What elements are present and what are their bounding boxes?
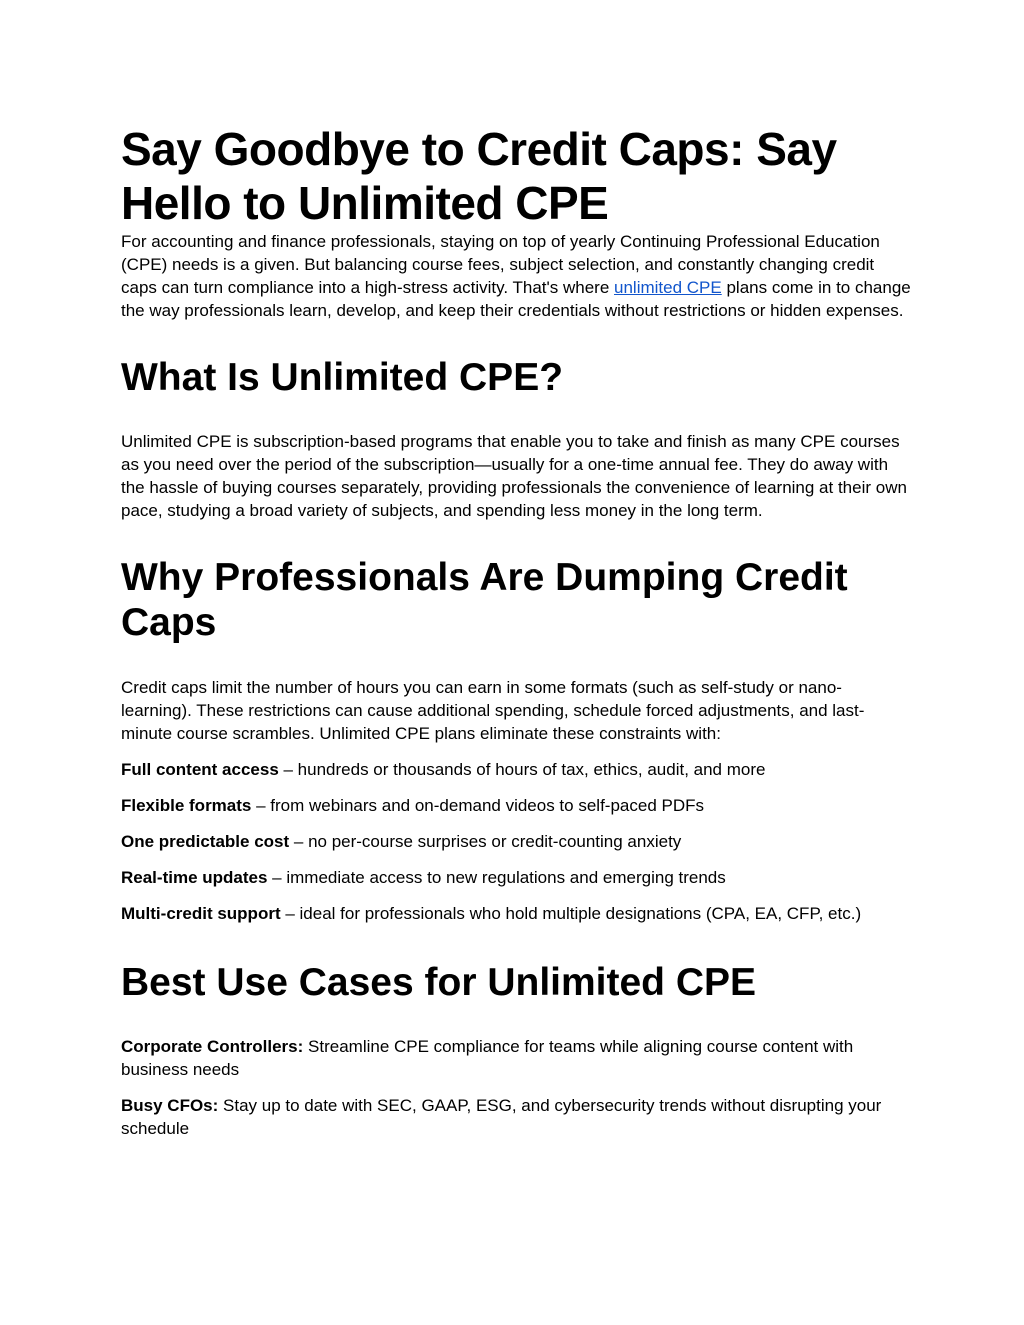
list-item-text: – immediate access to new regulations and emerging trends <box>267 868 726 887</box>
intro-text-after-link: plans come in to change the way professionals learn, develop, and keep their credentials without restrictions or hidden expenses. <box>121 278 911 320</box>
list-item-label: One predictable cost <box>121 832 290 851</box>
section-heading-why: Why Professionals Are Dumping Credit Caps <box>121 556 848 644</box>
list-item-label: Full content access <box>121 760 279 779</box>
use-case-label: Busy CFOs: <box>121 1096 219 1115</box>
page-title: Say Goodbye to Credit Caps: Say Hello to Unlimited CPE <box>121 123 837 229</box>
section-heading-best: Best Use Cases for Unlimited CPE <box>121 961 757 1004</box>
list-item <box>121 902 911 925</box>
intro-paragraph <box>121 230 911 322</box>
list-item-label: Real-time updates <box>121 868 268 887</box>
list-item <box>121 758 911 781</box>
section-heading-what: What Is Unlimited CPE? <box>121 356 564 399</box>
document-page <box>121 122 911 1140</box>
list-item-text: – from webinars and on-demand videos to self-paced PDFs <box>251 796 704 815</box>
list-item-text: – no per-course surprises or credit-counting anxiety <box>289 832 682 851</box>
use-case-text: Stay up to date with SEC, GAAP, ESG, and cybersecurity trends without disrupting your schedule <box>121 1096 882 1138</box>
unlimited-cpe-link[interactable]: unlimited CPE <box>614 278 722 297</box>
list-item-label: Multi-credit support <box>121 904 281 923</box>
list-item <box>121 830 911 853</box>
list-item-label: Flexible formats <box>121 796 252 815</box>
use-case-item <box>121 1035 911 1081</box>
list-item-text: – hundreds or thousands of hours of tax, ethics, audit, and more <box>278 760 766 779</box>
list-item <box>121 866 911 889</box>
list-item <box>121 794 911 817</box>
why-paragraph: Credit caps limit the number of hours you can earn in some formats (such as self-study or nano-learning). These restrictions can cause additional spending, schedule forced adjustments, and last-minute course scrambles. Unlimited CPE plans eliminate these constraints with: <box>121 678 865 743</box>
use-case-text: Streamline CPE compliance for teams while aligning course content with business needs <box>121 1037 854 1079</box>
what-paragraph: Unlimited CPE is subscription-based programs that enable you to take and finish as many CPE courses as you need over the period of the subscription—usually for a one-time annual fee. They do away with the hassle of buying courses separately, providing professionals the convenience of learning at their own pace, studying a broad variety of subjects, and spending less money in the long term. <box>121 432 907 520</box>
use-case-item <box>121 1094 911 1140</box>
intro-text-before-link: For accounting and finance professionals, staying on top of yearly Continuing Professional Education (CPE) needs is a given. But balancing course fees, subject selection, and constantly changing credit caps can turn compliance into a high-stress activity. That's where <box>121 232 880 297</box>
list-item-text: – ideal for professionals who hold multiple designations (CPA, EA, CFP, etc.) <box>280 904 862 923</box>
use-case-label: Corporate Controllers: <box>121 1037 304 1056</box>
